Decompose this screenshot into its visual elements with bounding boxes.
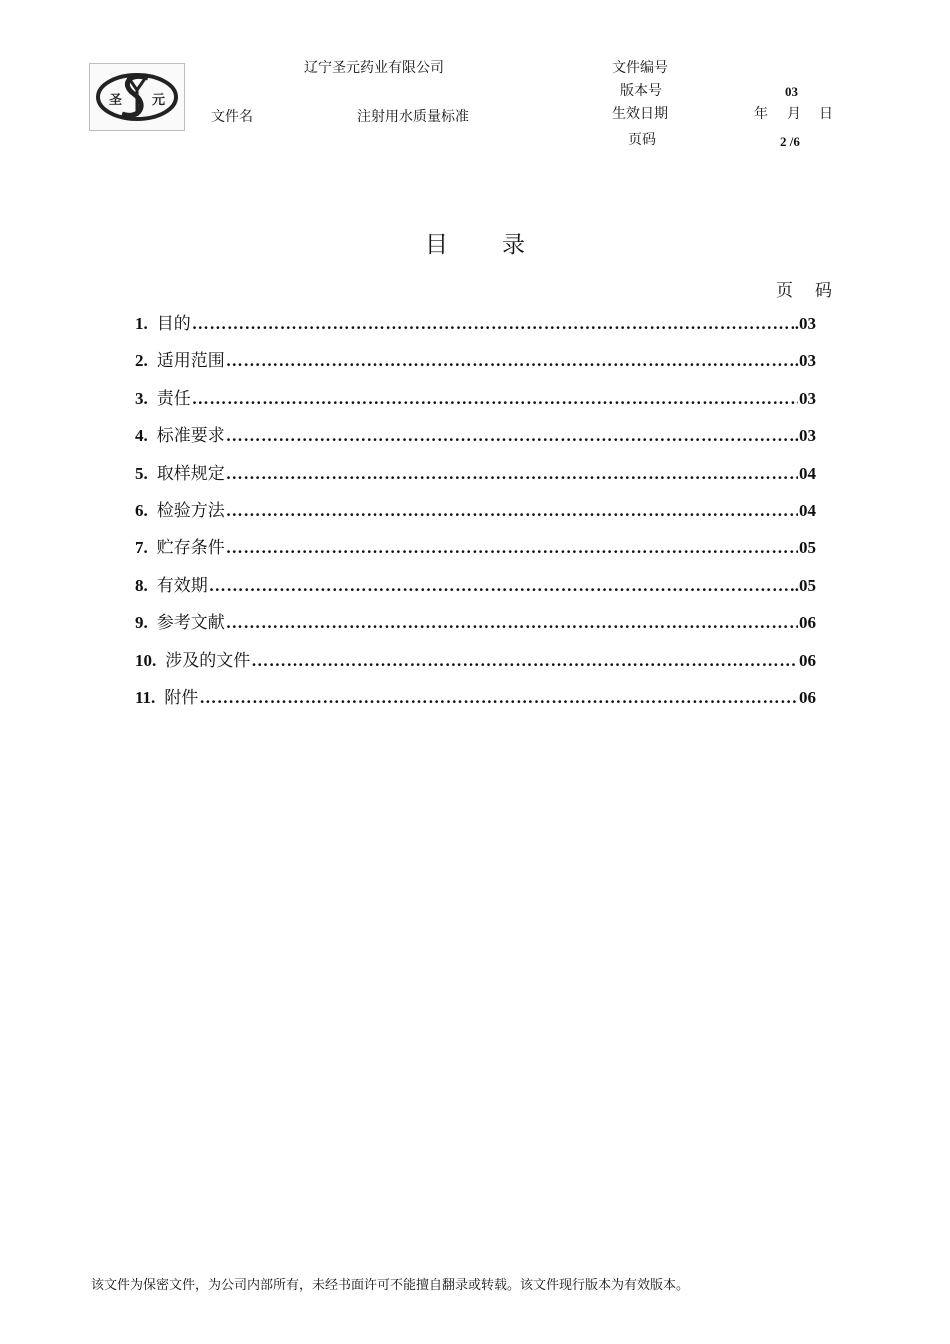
toc-item-page: 05 bbox=[799, 538, 816, 558]
file-name-label: 文件名 bbox=[211, 109, 253, 125]
toc-leader-dots bbox=[226, 536, 798, 560]
company-logo bbox=[89, 63, 185, 131]
toc-leader-dots bbox=[192, 312, 794, 336]
logo-char-right: 元 bbox=[152, 93, 166, 108]
toc-list bbox=[135, 312, 816, 723]
toc-leader-dots bbox=[251, 649, 798, 673]
toc-item-number: 5. bbox=[135, 463, 148, 483]
toc-item-number: 11. bbox=[135, 687, 156, 707]
toc-item[interactable] bbox=[135, 462, 816, 499]
toc-leader-dots bbox=[192, 387, 798, 411]
toc-item-label: 附件 bbox=[164, 687, 199, 708]
toc-title bbox=[0, 226, 950, 259]
toc-title-part1: 目 bbox=[425, 232, 448, 258]
toc-item-label: 取样规定 bbox=[156, 463, 225, 484]
toc-leader-dots bbox=[199, 686, 798, 710]
toc-item-number: 4. bbox=[135, 426, 148, 446]
toc-item[interactable] bbox=[135, 499, 816, 536]
toc-item-number: 9. bbox=[135, 613, 148, 633]
version-label: 版本号 bbox=[620, 83, 662, 99]
toc-item-label: 贮存条件 bbox=[156, 538, 225, 559]
toc-item[interactable] bbox=[135, 312, 816, 349]
toc-leader-dots bbox=[226, 462, 798, 486]
toc-item-label: 涉及的文件 bbox=[165, 650, 251, 671]
toc-page-heading-part1: 页 bbox=[776, 281, 793, 301]
toc-item[interactable] bbox=[135, 649, 816, 686]
toc-item[interactable] bbox=[135, 387, 816, 424]
toc-item-page: 04 bbox=[799, 500, 816, 520]
toc-item-label: 有效期 bbox=[156, 575, 208, 596]
toc-page-heading bbox=[776, 276, 832, 301]
company-name: 辽宁圣元药业有限公司 bbox=[304, 60, 444, 76]
toc-item-number: 2. bbox=[135, 351, 148, 371]
toc-item-label: 检验方法 bbox=[156, 500, 225, 521]
file-name-value: 注射用水质量标准 bbox=[357, 109, 469, 125]
toc-title-part2: 录 bbox=[502, 232, 525, 258]
toc-leader-dots bbox=[226, 424, 794, 448]
toc-item-page: 06 bbox=[799, 650, 816, 670]
toc-item-page: .05 bbox=[794, 575, 816, 595]
page-label: 页码 bbox=[628, 132, 656, 148]
toc-item-page: .03 bbox=[794, 426, 816, 446]
toc-item-label: 责任 bbox=[156, 388, 191, 409]
date-year-label: 年 bbox=[754, 106, 768, 122]
toc-page-heading-part2: 码 bbox=[815, 281, 832, 301]
company-seal-logo-icon bbox=[90, 64, 184, 130]
toc-item-label: 标准要求 bbox=[156, 426, 225, 447]
toc-item-page: 06 bbox=[799, 687, 816, 707]
page-number-value: 2 /6 bbox=[780, 134, 800, 149]
toc-item-page: .03 bbox=[794, 351, 816, 371]
toc-item-number: 3. bbox=[135, 388, 148, 408]
toc-item[interactable] bbox=[135, 349, 816, 386]
effective-date-label: 生效日期 bbox=[612, 106, 668, 122]
toc-item[interactable] bbox=[135, 424, 816, 461]
toc-item-number: 7. bbox=[135, 538, 148, 558]
toc-leader-dots bbox=[226, 349, 794, 373]
toc-item-label: 适用范围 bbox=[156, 351, 225, 372]
toc-leader-dots bbox=[209, 574, 794, 598]
toc-item[interactable] bbox=[135, 686, 816, 723]
toc-item-page: 06 bbox=[799, 613, 816, 633]
toc-leader-dots bbox=[226, 611, 798, 635]
toc-item-label: 参考文献 bbox=[156, 613, 225, 634]
toc-item-number: 8. bbox=[135, 575, 148, 595]
version-value: 03 bbox=[785, 84, 798, 99]
toc-item-page: 03 bbox=[799, 388, 816, 408]
toc-item-number: 6. bbox=[135, 500, 148, 520]
toc-item-page: 04 bbox=[799, 463, 816, 483]
file-number-label: 文件编号 bbox=[612, 60, 668, 76]
toc-item-label: 目的 bbox=[156, 314, 191, 334]
toc-item[interactable] bbox=[135, 574, 816, 611]
confidentiality-notice: 该文件为保密文件，为公司内部所有，未经书面许可不能擅自翻录或转载。该文件现行版本为有效版本。 bbox=[91, 1278, 690, 1293]
toc-item[interactable] bbox=[135, 536, 816, 573]
toc-item-number: 10. bbox=[135, 650, 157, 670]
toc-item-page: .03 bbox=[794, 314, 816, 333]
date-day-label: 日 bbox=[819, 106, 833, 122]
toc-item[interactable] bbox=[135, 611, 816, 648]
date-month-label: 月 bbox=[787, 106, 801, 122]
toc-leader-dots bbox=[226, 499, 798, 523]
toc-item-number: 1. bbox=[135, 314, 148, 333]
logo-char-left: 圣 bbox=[109, 93, 123, 108]
